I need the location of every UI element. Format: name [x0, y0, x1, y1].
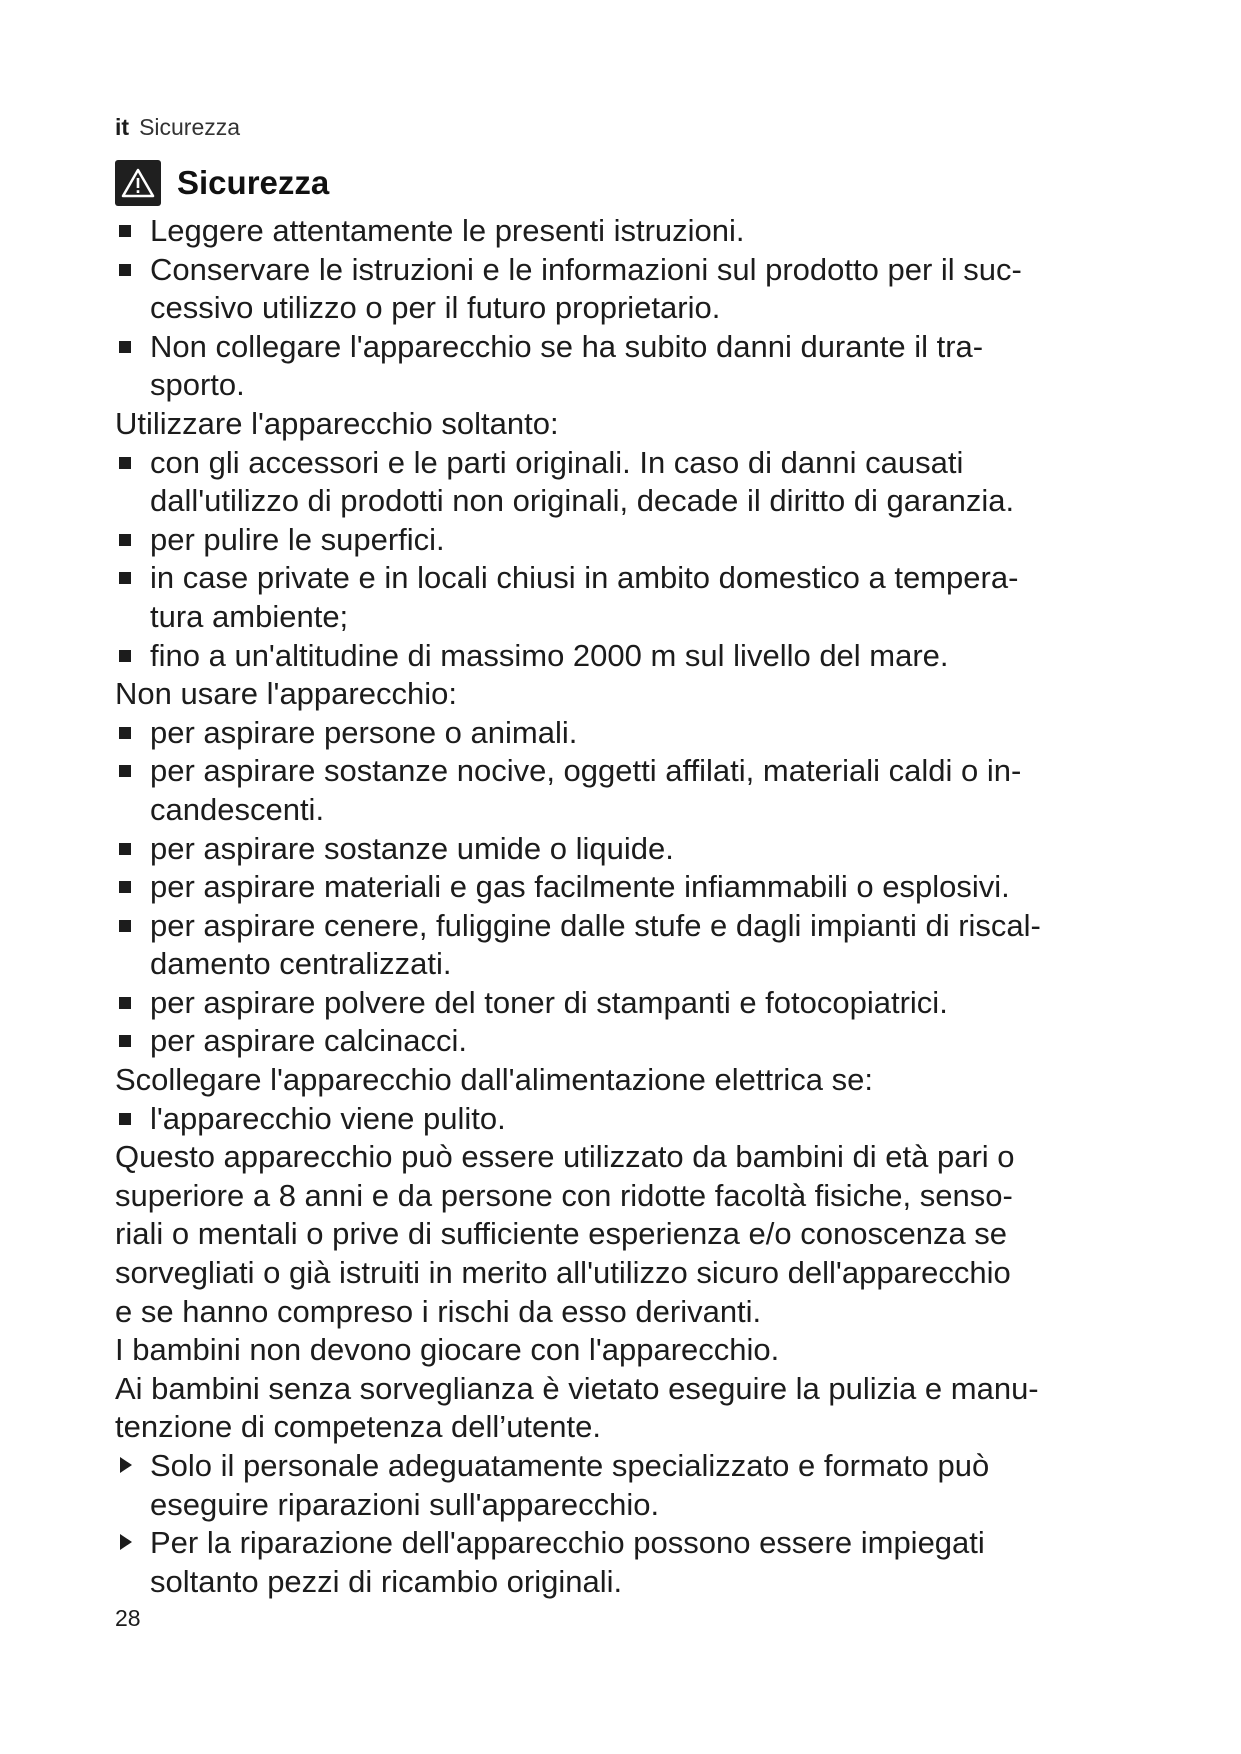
section-title-row [115, 160, 329, 206]
list-item [115, 1100, 1155, 1139]
square-bullet-icon [119, 727, 131, 739]
disconnect-list [115, 1100, 1155, 1139]
list-item [115, 212, 1155, 251]
list-item-text: Non collegare l'apparecchio se ha subito danni durante il tra- sporto. [150, 328, 984, 403]
list-item-text: Leggere attentamente le presenti istruzioni. [150, 213, 745, 248]
list-item-text: Conservare le istruzioni e le informazioni sul prodotto per il suc- cessivo utilizzo o per il futuro proprietario. [150, 251, 1022, 326]
action-item-text: Solo il personale adeguatamente specializzato e formato può eseguire riparazioni sull'apparecchio. [150, 1448, 990, 1522]
square-bullet-icon [119, 225, 131, 237]
action-item [115, 1447, 1155, 1524]
square-bullet-icon [119, 920, 131, 932]
list-item [115, 714, 1155, 753]
list-item-text: l'apparecchio viene pulito. [150, 1100, 506, 1136]
disconnect-heading: Scollegare l'apparecchio dall'alimentazione elettrica se: [115, 1062, 873, 1098]
list-item-text: in case private e in locali chiusi in ambito domestico a tempera- tura ambiente; [150, 560, 1019, 634]
list-item [115, 1022, 1155, 1061]
list-item-text: per aspirare sostanze nocive, oggetti affilati, materiali caldi o in- candescenti. [150, 753, 1022, 827]
list-item-text: per aspirare materiali e gas facilmente infiammabili o esplosivi. [150, 869, 1010, 905]
list-item-text: fino a un'altitudine di massimo 2000 m sul livello del mare. [150, 637, 949, 673]
list-item [115, 830, 1155, 869]
square-bullet-icon [119, 457, 131, 469]
do-not-use-list [115, 714, 1155, 1061]
list-item [115, 752, 1155, 829]
square-bullet-icon [119, 341, 131, 353]
list-item-text: per aspirare persone o animali. [150, 714, 578, 750]
list-item-text: per pulire le superfici. [150, 521, 445, 557]
list-item-text: per aspirare sostanze umide o liquide. [150, 830, 674, 866]
square-bullet-icon [119, 264, 131, 276]
children-paragraph: Questo apparecchio può essere utilizzato da bambini di età pari o superiore a 8 anni e da persone con ridotte facoltà fisiche, senso- riali o mentali o prive di sufficiente esperienza e/o conoscenza se sorvegliati o già istruiti in merito all'utilizzo sicuro dell'apparecchio e se hanno compreso i rischi da esso derivanti. [115, 1139, 1015, 1329]
action-item [115, 1524, 1155, 1601]
action-list [115, 1447, 1155, 1601]
square-bullet-icon [119, 534, 131, 546]
square-bullet-icon [119, 843, 131, 855]
children-play-paragraph: I bambini non devono giocare con l'apparecchio. [115, 1332, 780, 1368]
do-not-use-heading: Non usare l'apparecchio: [115, 676, 457, 712]
page-number: 28 [115, 1605, 141, 1631]
page-title: Sicurezza [177, 164, 330, 201]
list-item [115, 328, 1155, 405]
intro-list [115, 212, 1155, 405]
list-item-text: per aspirare polvere del toner di stampanti e fotocopiatrici. [150, 984, 948, 1020]
list-item [115, 444, 1155, 521]
square-bullet-icon [119, 881, 131, 893]
action-item-text: Per la riparazione dell'apparecchio possono essere impiegati soltanto pezzi di ricambio originali. [150, 1525, 985, 1599]
square-bullet-icon [119, 765, 131, 777]
use-only-heading: Utilizzare l'apparecchio soltanto: [115, 405, 559, 441]
running-header-section: Sicurezza [139, 114, 241, 140]
list-item [115, 868, 1155, 907]
list-item [115, 251, 1155, 328]
safety-content [115, 212, 1155, 1601]
square-bullet-icon [119, 997, 131, 1009]
square-bullet-icon [119, 1035, 131, 1047]
language-code: it [115, 114, 130, 140]
children-cleaning-paragraph: Ai bambini senza sorveglianza è vietato eseguire la pulizia e manu- tenzione di competenza dell’utente. [115, 1370, 1039, 1445]
square-bullet-icon [119, 650, 131, 662]
triangle-arrow-icon [120, 1457, 132, 1473]
running-header [115, 113, 240, 141]
list-item-text: per aspirare cenere, fuliggine dalle stufe e dagli impianti di riscal- damento centralizzati. [150, 907, 1041, 982]
warning-triangle-icon [115, 160, 161, 206]
list-item [115, 637, 1155, 676]
use-only-list [115, 444, 1155, 676]
list-item-text: per aspirare calcinacci. [150, 1023, 468, 1059]
list-item [115, 984, 1155, 1023]
list-item [115, 559, 1155, 636]
list-item [115, 521, 1155, 560]
list-item [115, 907, 1155, 984]
square-bullet-icon [119, 572, 131, 584]
list-item-text: con gli accessori e le parti originali. In caso di danni causati dall'utilizzo di prodotti non originali, decade il diritto di garanzia. [150, 444, 1015, 519]
square-bullet-icon [119, 1113, 131, 1125]
triangle-arrow-icon [120, 1534, 132, 1550]
